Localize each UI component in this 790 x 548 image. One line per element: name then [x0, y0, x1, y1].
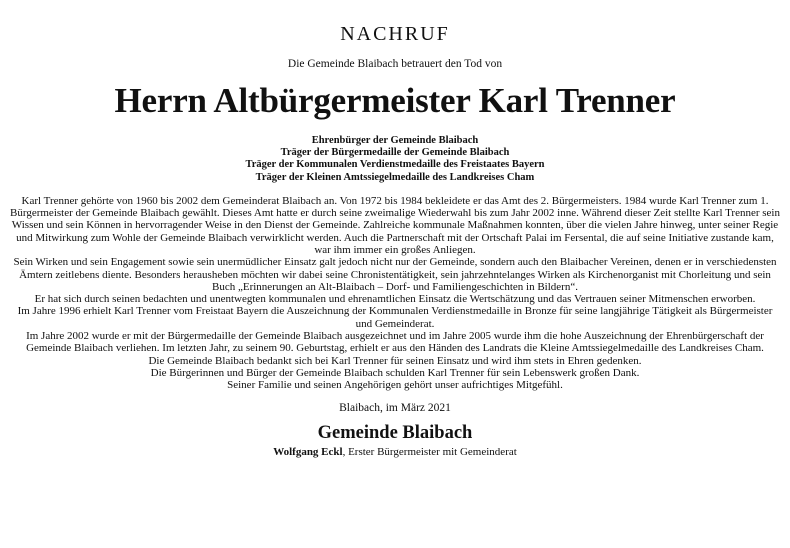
signer-name: Wolfgang Eckl	[273, 445, 343, 458]
obituary-body	[0, 195, 790, 392]
signature-organization: Gemeinde Blaibach	[317, 422, 473, 443]
body-paragraph: Sein Wirken und sein Engagement sowie sein unermüdlicher Einsatz galt jedoch nicht nur der Gemeinde, sondern auch den Blaibacher Vereinen, denen er in verschiedensten Ämtern zeitlebens diente. Besonders herausheben möchten wir dabei seine Chronistentätigkeit, sein jahrzehntelanges Wirken als Kirchenorganist mit Chorleitung und sein Buch „Erinnerungen an Alt-Blaibach – Dorf- und Familiengeschichten in Bildern“.	[13, 256, 777, 293]
body-paragraph: Im Jahre 1996 erhielt Karl Trenner vom Freistaat Bayern die Auszeichnung der Kommunalen Verdienstmedaille in Bronze für seine langjährige Tätigkeit als Bürgermeister und Gemeinderat.	[17, 305, 773, 330]
honor-line: Träger der Kommunalen Verdienstmedaille des Freistaates Bayern	[245, 159, 545, 171]
body-paragraph: Seiner Familie und seinen Angehörigen gehört unser aufrichtiges Mitgefühl.	[227, 379, 563, 392]
honor-line: Ehrenbürger der Gemeinde Blaibach	[311, 135, 479, 146]
notice-subheading: Die Gemeinde Blaibach betrauert den Tod von	[287, 58, 503, 70]
notice-heading: NACHRUF	[340, 23, 450, 45]
honor-line: Träger der Bürgermedaille der Gemeinde Blaibach	[280, 147, 510, 159]
body-paragraph: Karl Trenner gehörte von 1960 bis 2002 dem Gemeinderat Blaibach an. Von 1972 bis 1984 bekleidete er das Amt des 2. Bürgermeisters. 1984 wurde Karl Trenner zum 1. Bürgermeister der Gemeinde Blaibach gewählt. Dieses Amt hatte er durch seine zweimalige Wiederwahl bis zum Jahr 2002 inne. Während dieser Zeit stellte Karl Trenner sein Wissen und sein Können in hervorragender Weise in den Dienst der Gemeinde. Zahlreiche kommunale Maßnahmen konnten, über die vielen Jahre hinweg, unter seiner Regie und Mitwirkung zum Wohle der Gemeinde Blaibach verwirklicht werden. Auch die Partnerschaft mit der Ortschaft Palai im Fersental, die auf seine Initiative zustande kam, war ihm immer ein großes Anliegen.	[10, 194, 780, 256]
signer-title: , Erster Bürgermeister mit Gemeinderat	[342, 445, 517, 458]
body-paragraph: Die Gemeinde Blaibach bedankt sich bei Karl Trenner für seinen Einsatz und wird ihm stets in Ehren gedenken.	[148, 354, 642, 367]
body-paragraph: Im Jahre 2002 wurde er mit der Bürgermedaille der Gemeinde Blaibach ausgezeichnet und im Jahre 2005 wurde ihm die hohe Auszeichnung der Ehrenbürgerschaft der Gemeinde Blaibach verliehen. Im letzten Jahr, zu seinem 90. Geburtstag, erhielt er aus den Händen des Landrats die Kleine Amtssiegelmedaille des Landkreises Cham.	[26, 330, 764, 355]
signer-line	[0, 445, 790, 459]
deceased-name: Herrn Altbürgermeister Karl Trenner	[114, 81, 676, 120]
body-paragraph: Er hat sich durch seinen bedachten und unentwegten kommunalen und ehrenamtlichen Einsatz die Wertschätzung und das Vertrauen seiner Mitmenschen erworben.	[34, 293, 756, 306]
body-paragraph: Die Bürgerinnen und Bürger der Gemeinde Blaibach schulden Karl Trenner für sein Lebenswerk großen Dank.	[150, 366, 640, 379]
honors-list	[0, 135, 790, 184]
place-date: Blaibach, im März 2021	[339, 401, 451, 414]
honor-line: Träger der Kleinen Amtssiegelmedaille des Landkreises Cham	[255, 171, 535, 183]
